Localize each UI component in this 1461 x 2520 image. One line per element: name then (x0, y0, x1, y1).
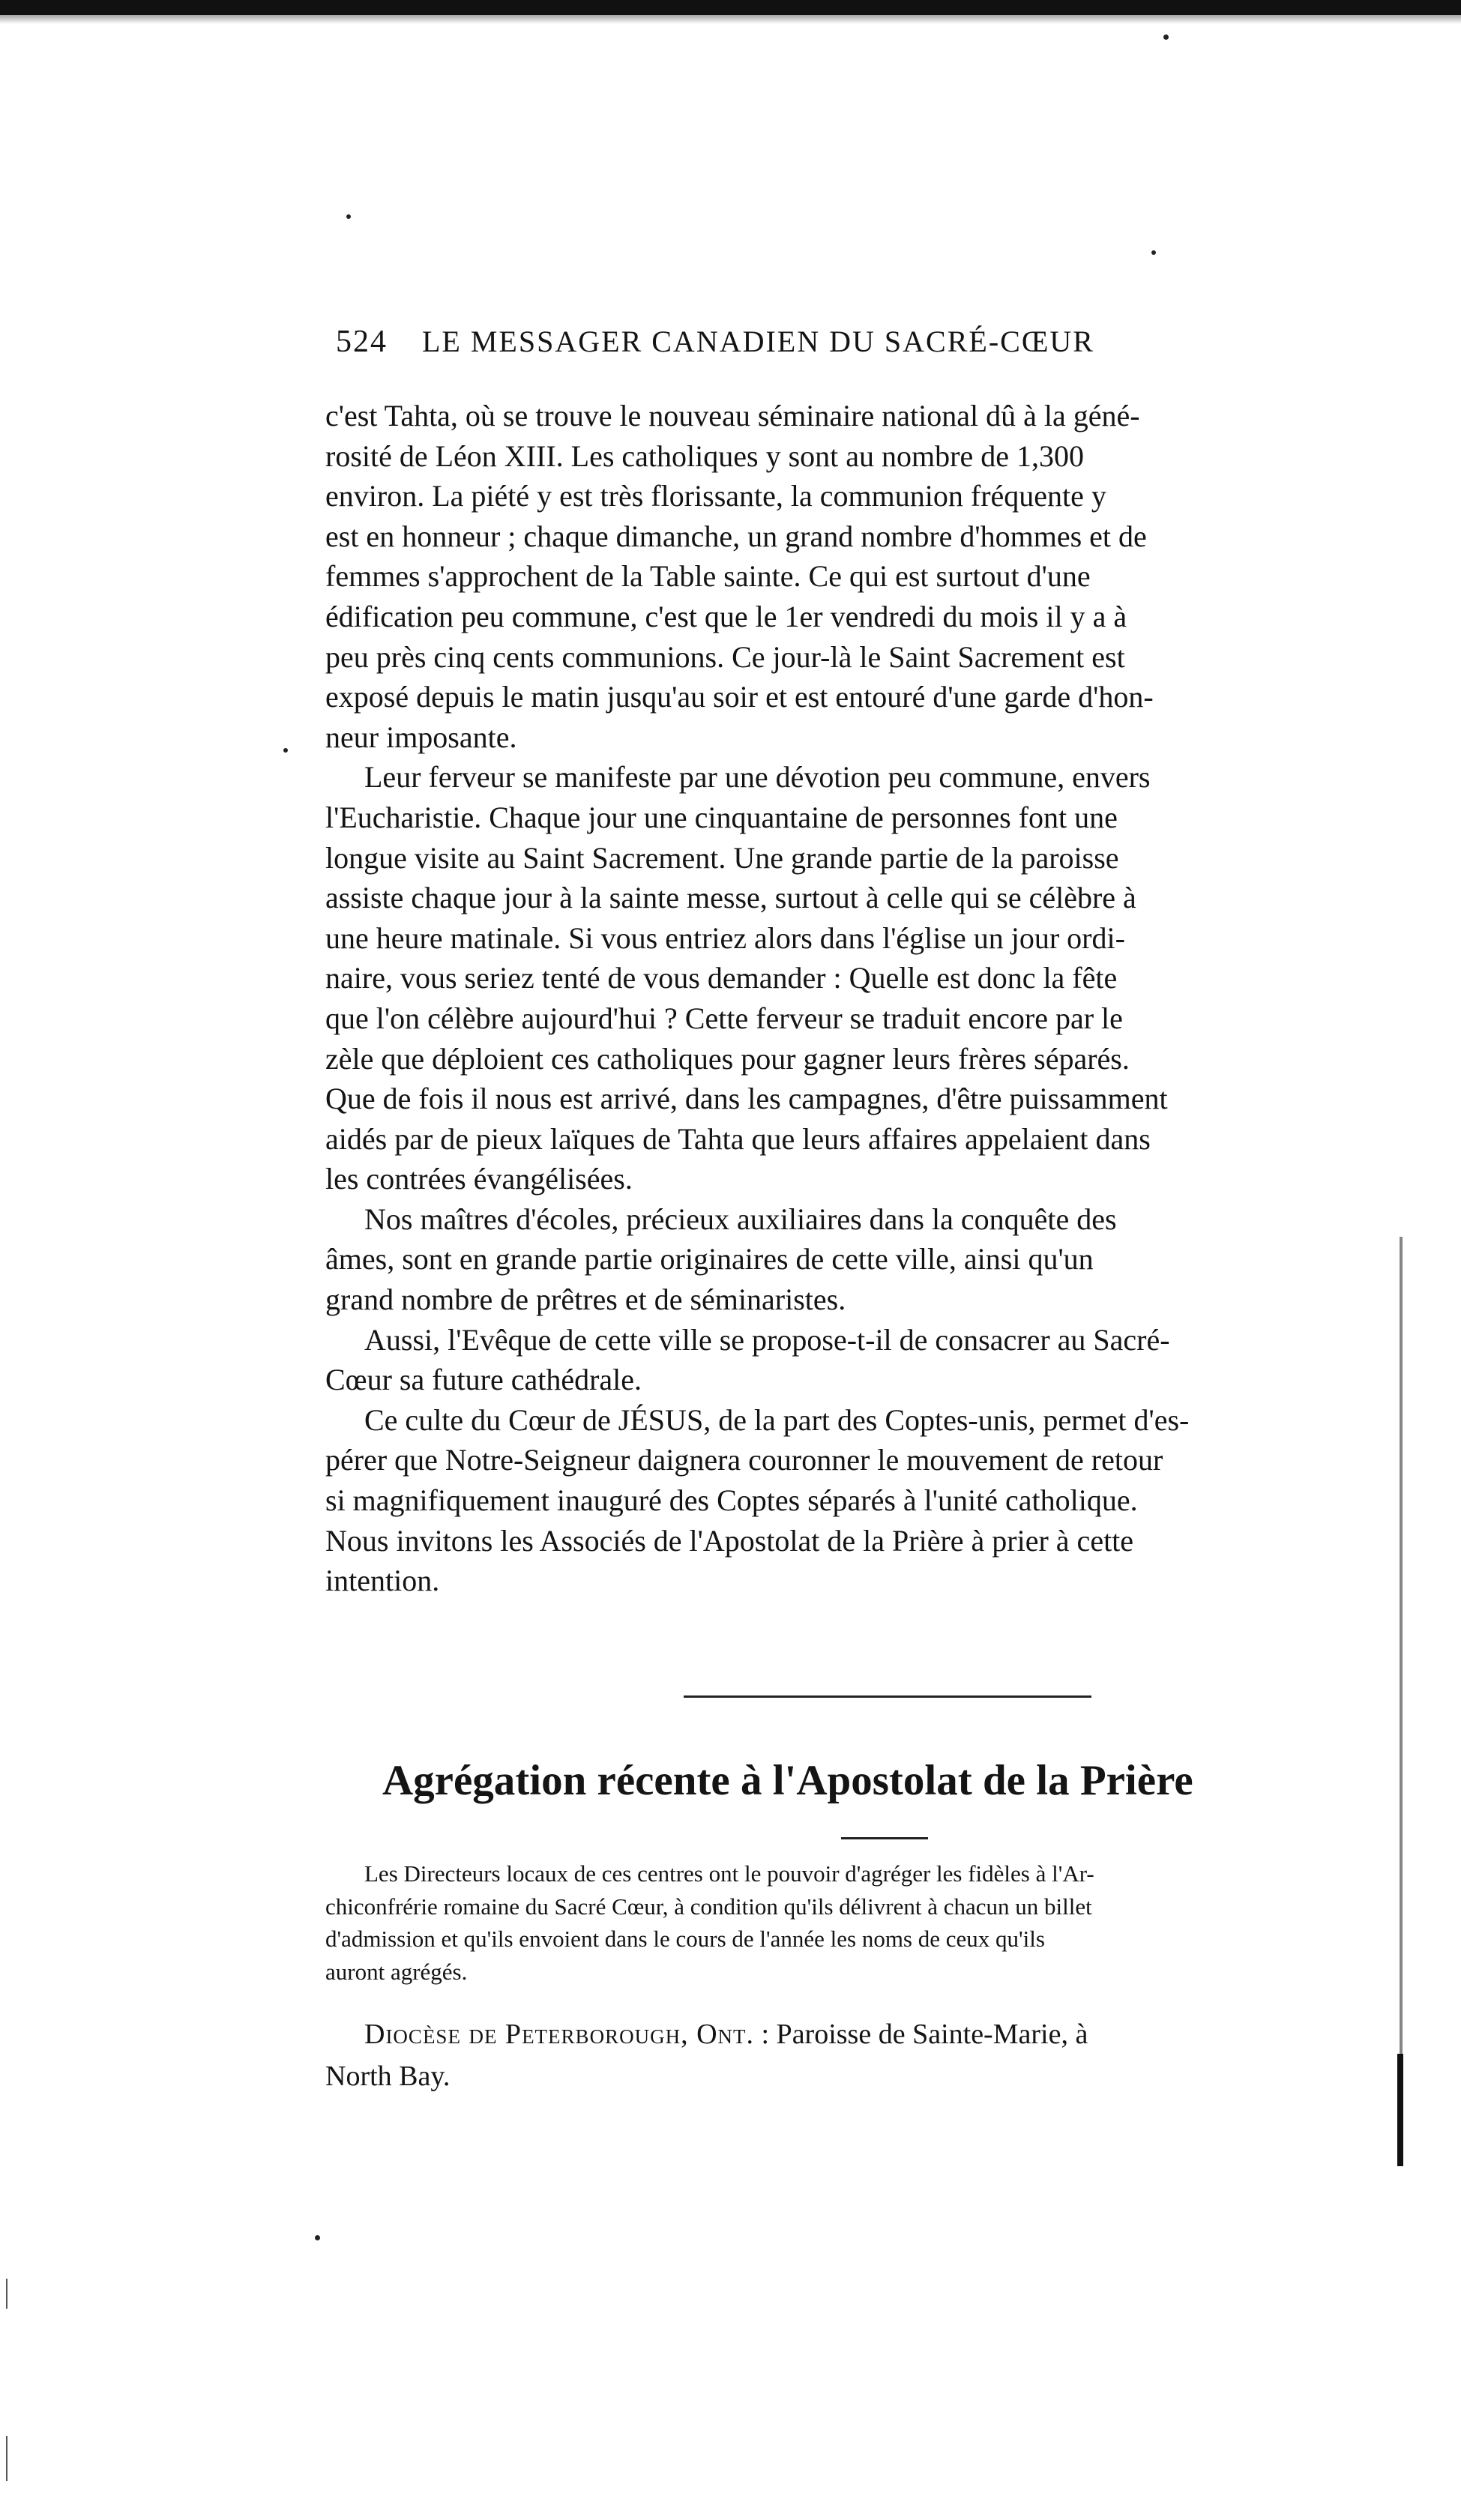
running-header (336, 324, 1310, 369)
text-line: Nous invitons les Associés de l'Apostolat de la Prière à prier à cette (325, 1523, 1134, 1558)
scan-speck (1163, 34, 1169, 40)
scan-speck (1151, 250, 1156, 255)
diocese-parish: : Paroisse de Sainte-Marie, à (754, 2019, 1088, 2050)
text-line: Nos maîtres d'écoles, précieux auxiliaires dans la conquête des (364, 1202, 1117, 1236)
text-line: longue visite au Saint Sacrement. Une grande partie de la paroisse (325, 840, 1119, 875)
text-line: l'Eucharistie. Chaque jour une cinquantaine de personnes font une (325, 800, 1118, 834)
text-line: c'est Tahta, où se trouve le nouveau séminaire national dû à la géné- (325, 399, 1140, 432)
text-line: environ. La piété y est très florissante, la communion fréquente y (325, 479, 1106, 513)
text-line: Que de fois il nous est arrivé, dans les campagnes, d'être puissamment (325, 1082, 1168, 1116)
text-line: intention. (325, 1564, 440, 1598)
intro-line: auront agrégés. (325, 1958, 468, 1985)
running-title: LE MESSAGER CANADIEN DU SACRÉ-CŒUR (422, 325, 1094, 358)
section-intro (325, 1857, 1405, 1988)
text-line: Cœur sa future cathédrale. (325, 1363, 642, 1397)
text-line: pérer que Notre-Seigneur daignera couronner le mouvement de retour (325, 1443, 1163, 1477)
text-line: les contrées évangélisées. (325, 1162, 633, 1196)
scan-speck (315, 2235, 320, 2240)
scan-speck (283, 748, 288, 753)
text-line: femmes s'approchent de la Table sainte. Ce qui est surtout d'une (325, 559, 1091, 594)
section-divider (684, 1695, 1091, 1698)
text-line: Aussi, l'Evêque de cette ville se propose-t-il de consacrer au Sacré- (364, 1322, 1170, 1357)
intro-line: Les Directeurs locaux de ces centres ont le pouvoir d'agréger les fidèles à l'Ar- (364, 1860, 1094, 1887)
text-line: grand nombre de prêtres et de séminaristes. (325, 1282, 846, 1317)
text-line: neur imposante. (325, 720, 517, 754)
diocese-line-2: North Bay. (325, 2061, 451, 2092)
text-line: exposé depuis le matin jusqu'au soir et est entouré d'une garde d'hon- (325, 680, 1154, 714)
text-line: peu près cinq cents communions. Ce jour-là le Saint Sacrement est (325, 639, 1125, 674)
text-line: âmes, sont en grande partie originaires de cette ville, ainsi qu'un (325, 1242, 1094, 1276)
left-scan-mark (6, 2436, 7, 2481)
text-line: naire, vous seriez tenté de vous demander : Quelle est donc la fête (325, 961, 1118, 995)
intro-line: chiconfrérie romaine du Sacré Cœur, à condition qu'ils délivrent à chacun un billet (325, 1893, 1092, 1920)
top-scan-border (0, 0, 1461, 15)
text-line: assiste chaque jour à la sainte messe, surtout à celle qui se célèbre à (325, 881, 1136, 915)
text-line: rosité de Léon XIII. Les catholiques y sont au nombre de 1,300 (325, 438, 1084, 473)
top-scan-shadow (0, 15, 1461, 24)
page-number: 524 (336, 325, 388, 359)
text-line: est en honneur ; chaque dimanche, un grand nombre d'hommes et de (325, 519, 1147, 553)
scan-speck (346, 214, 351, 219)
text-line: édification peu commune, c'est que le 1er vendredi du mois il y a à (325, 599, 1127, 633)
section-title: Agrégation récente à l'Apostolat de la Prière (382, 1757, 1193, 1804)
title-underline (841, 1837, 928, 1839)
text-line: aidés par de pieux laïques de Tahta que leurs affaires appelaient dans (325, 1121, 1151, 1156)
text-line: zèle que déploient ces catholiques pour gagner leurs frères séparés. (325, 1041, 1130, 1076)
article-body (325, 396, 1450, 1601)
intro-line: d'admission et qu'ils envoient dans le cours de l'année les noms de ceux qu'ils (325, 1926, 1045, 1952)
text-line: si magnifiquement inauguré des Coptes séparés à l'unité catholique. (325, 1483, 1138, 1518)
text-line: une heure matinale. Si vous entriez alors dans l'église un jour ordi- (325, 920, 1125, 955)
left-scan-mark (6, 2279, 7, 2309)
text-line: Leur ferveur se manifeste par une dévotion peu commune, envers (364, 760, 1151, 795)
text-line: que l'on célèbre aujourd'hui ? Cette ferveur se traduit encore par le (325, 1001, 1123, 1035)
diocese-entry (325, 2013, 1405, 2097)
diocese-label: Diocèse de Peterborough, Ont. (364, 2019, 754, 2050)
text-line: Ce culte du Cœur de JÉSUS, de la part des Coptes-unis, permet d'es- (364, 1402, 1190, 1437)
diocese-line (325, 2013, 1405, 2055)
